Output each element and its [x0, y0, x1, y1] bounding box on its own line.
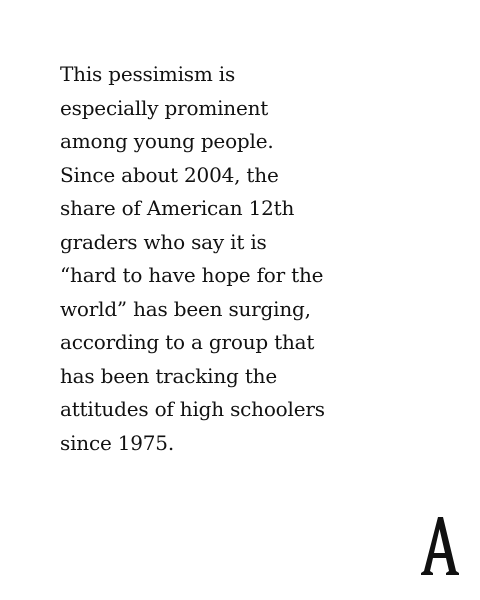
quote-line: world” has been surging,: [60, 296, 311, 321]
quote-line: since 1975.: [60, 430, 174, 455]
quote-line: Since about 2004, the: [60, 162, 279, 187]
quote-line: among young people.: [60, 129, 274, 153]
quote-text: [60, 58, 440, 460]
quote-line: This pessimism is: [60, 62, 236, 86]
quote-line: graders who say it is: [60, 229, 267, 254]
quote-line: attitudes of high schoolers: [60, 397, 325, 421]
quote-line: “hard to have hope for the: [60, 263, 324, 287]
atlantic-a-logo-icon: [418, 512, 462, 580]
quote-line: has been tracking the: [60, 363, 277, 388]
quote-line: share of American 12th: [60, 196, 295, 220]
quote-line: according to a group that: [60, 330, 315, 354]
atlantic-a-logo-icon-graphic: [420, 515, 460, 577]
quote-line: especially prominent: [60, 95, 269, 120]
